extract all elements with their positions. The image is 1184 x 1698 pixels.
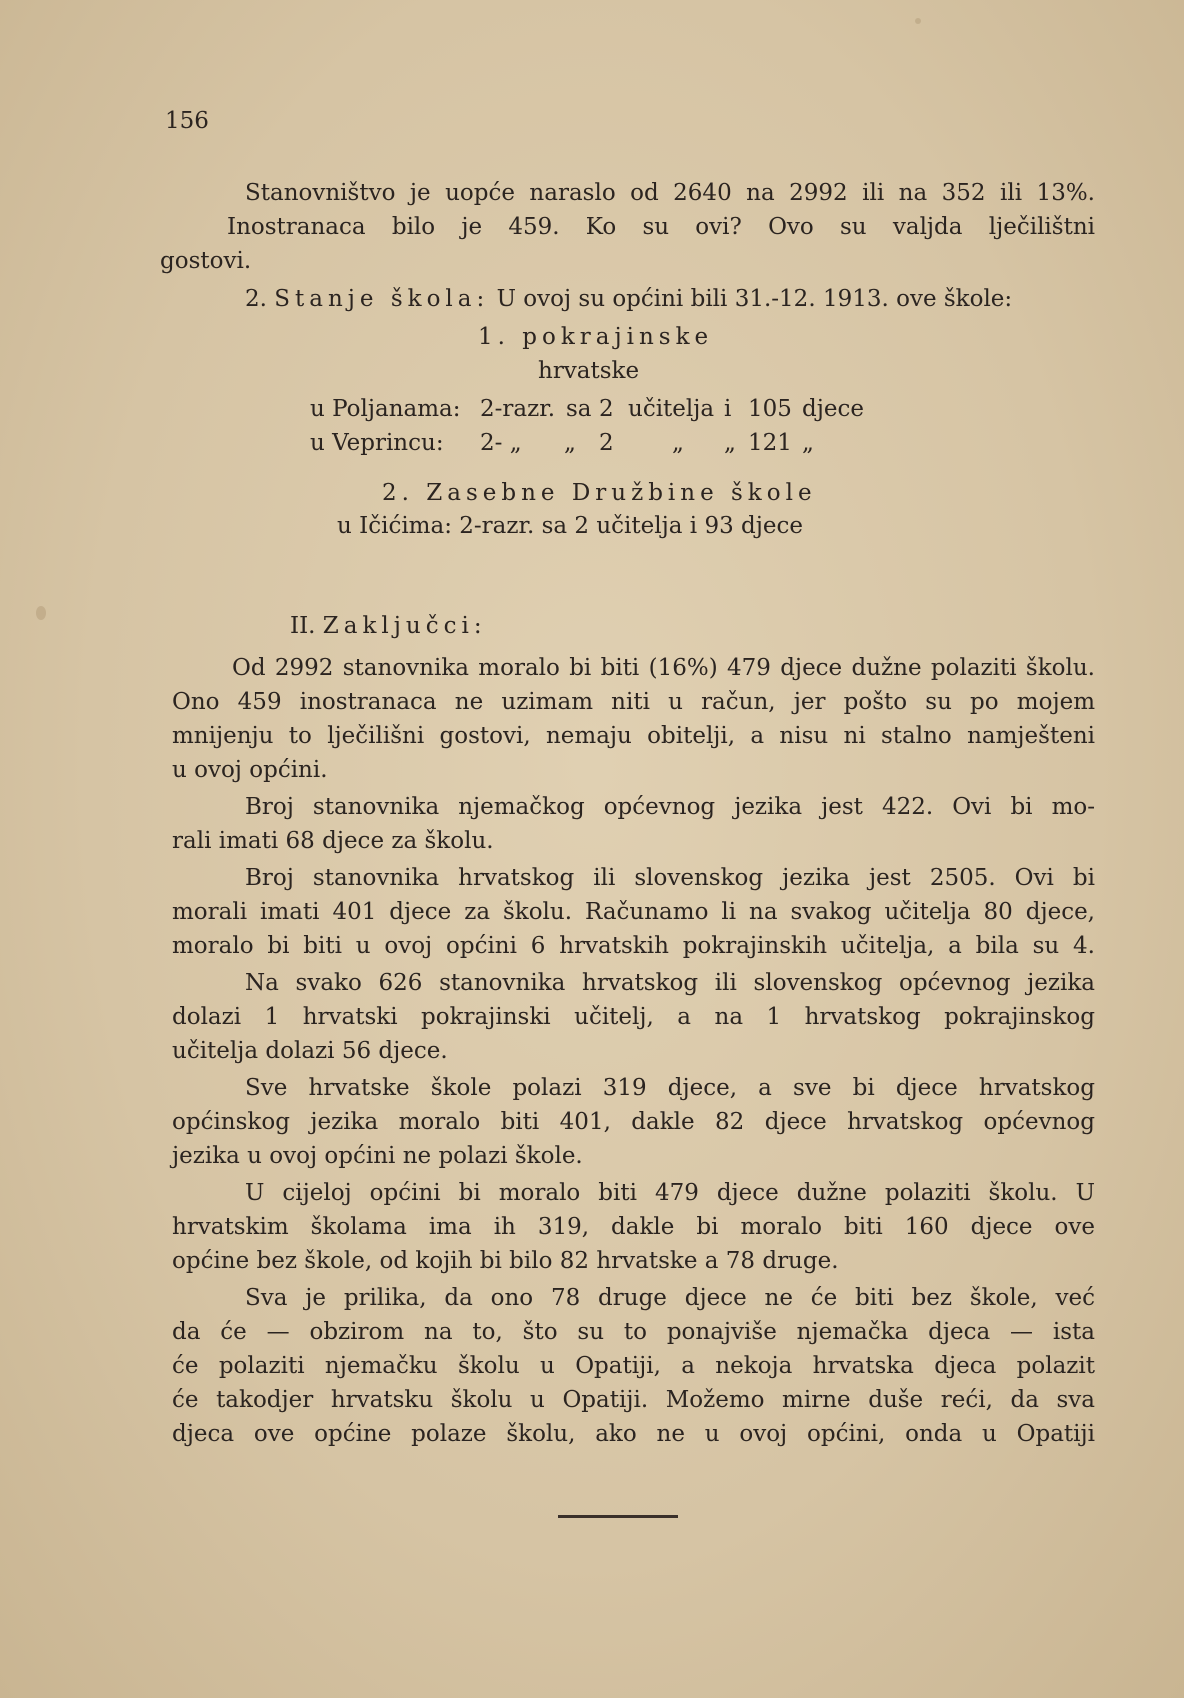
page-number: 156 (165, 108, 209, 134)
text-line: Na svako 626 stanovnika hrvatskog ili slovenskog općevnog jezika (245, 970, 1095, 996)
group-subtitle: hrvatske (538, 358, 640, 384)
child-word: „ (802, 430, 814, 456)
child-count: 121 (748, 430, 792, 456)
section-heading-conclusions (290, 609, 487, 643)
school-type: 2-razr. (480, 396, 556, 422)
paragraph (172, 966, 1095, 1068)
section-number: 2. (245, 286, 267, 312)
text-line: Broj stanovnika hrvatskog ili slovenskog jezika jest 2505. Ovi bi (245, 865, 1095, 891)
child-word: djece (802, 396, 864, 422)
text-line: će takodjer hrvatsku školu u Opatiji. Možemo mirne duše reći, da sva (172, 1387, 1095, 1413)
school-place: u Veprincu: (310, 430, 444, 456)
text-line: u ovoj općini. (172, 757, 328, 783)
school-i: i (724, 396, 732, 422)
text-line: Sva je prilika, da ono 78 druge djece ne će biti bez škole, već (245, 1285, 1095, 1311)
text-line: mnijenju to lječilišni gostovi, nemaju obitelji, a nisu ni stalno namješteni (172, 723, 1095, 749)
section-heading-schools (172, 282, 1095, 316)
teacher-count: 2 (599, 396, 614, 422)
text-line: dolazi 1 hrvatski pokrajinski učitelj, a na 1 hrvatskog pokrajinskog (172, 1004, 1095, 1030)
paragraph (172, 861, 1095, 963)
text-line: djeca ove općine polaze školu, ako ne u ovoj općini, onda u Opatiji (172, 1421, 1095, 1447)
intro-line: gostovi. (160, 248, 252, 274)
text-line: će polaziti njemačku školu u Opatiji, a nekoja hrvatska djeca polazit (172, 1353, 1095, 1379)
teacher-word: učitelja (628, 396, 715, 422)
school-row: u Ičićima: 2-razr. sa 2 učitelja i 93 djece (337, 513, 803, 539)
paragraph (172, 651, 1095, 787)
paper-stain (915, 18, 921, 24)
school-type: 2- „ (480, 430, 522, 456)
text-line: općine bez škole, od kojih bi bilo 82 hrvatske a 78 druge. (172, 1248, 839, 1274)
text-line: učitelja dolazi 56 djece. (172, 1038, 448, 1064)
school-row (310, 426, 870, 460)
teacher-count: 2 (599, 430, 614, 456)
teacher-word: „ (672, 430, 684, 456)
text-line: U cijeloj općini bi moralo biti 479 djece dužne polaziti školu. U (245, 1180, 1095, 1206)
group-title: 1. pokrajinske (478, 324, 714, 350)
text-line: hrvatskim školama ima ih 319, dakle bi moralo biti 160 djece ove (172, 1214, 1095, 1240)
section-title: Stanje škola: (274, 286, 490, 312)
text-line: općinskog jezika moralo biti 401, dakle 82 djece hrvatskog općevnog (172, 1109, 1095, 1135)
text-line: Broj stanovnika njemačkog općevnog jezika jest 422. Ovi bi mo- (245, 794, 1095, 820)
paper-stain (36, 606, 46, 620)
section-lead: U ovoj su općini bili 31.-12. 1913. ove škole: (496, 286, 1013, 312)
text-line: moralo bi biti u ovoj općini 6 hrvatskih pokrajinskih učitelja, a bila su 4. (172, 933, 1095, 959)
end-rule (558, 1515, 678, 1518)
section-title: Zaključci: (322, 613, 487, 639)
page-body (160, 176, 1095, 316)
text-line: Sve hrvatske škole polazi 319 djece, a sve bi djece hrvatskog (245, 1075, 1095, 1101)
intro-line: Inostranaca bilo je 459. Ko su ovi? Ovo su valjda lječilištni (227, 214, 1095, 240)
school-sa: sa (566, 396, 592, 422)
paragraph (172, 1176, 1095, 1278)
school-row (310, 392, 870, 426)
conclusions-body (172, 651, 1095, 1451)
group-title: 2. Zasebne Družbine škole (382, 480, 817, 506)
section-number: II. (290, 613, 316, 639)
text-line: jezika u ovoj općini ne polazi škole. (172, 1143, 583, 1169)
text-line: rali imati 68 djece za školu. (172, 828, 494, 854)
paragraph (172, 790, 1095, 858)
intro-line: Stanovništvo je uopće naraslo od 2640 na 2992 ili na 352 ili 13%. (245, 180, 1095, 206)
paragraph (172, 1281, 1095, 1451)
paragraph (172, 1071, 1095, 1173)
text-line: da će — obzirom na to, što su to ponajviše njemačka djeca — ista (172, 1319, 1095, 1345)
text-line: morali imati 401 djece za školu. Računamo li na svakog učitelja 80 djece, (172, 899, 1095, 925)
child-count: 105 (748, 396, 792, 422)
school-place: u Poljanama: (310, 396, 461, 422)
text-line: Od 2992 stanovnika moralo bi biti (16%) 479 djece dužne polaziti školu. (232, 655, 1095, 681)
school-sa: „ (564, 430, 576, 456)
school-i: „ (724, 430, 736, 456)
text-line: Ono 459 inostranaca ne uzimam niti u račun, jer pošto su po mojem (172, 689, 1095, 715)
